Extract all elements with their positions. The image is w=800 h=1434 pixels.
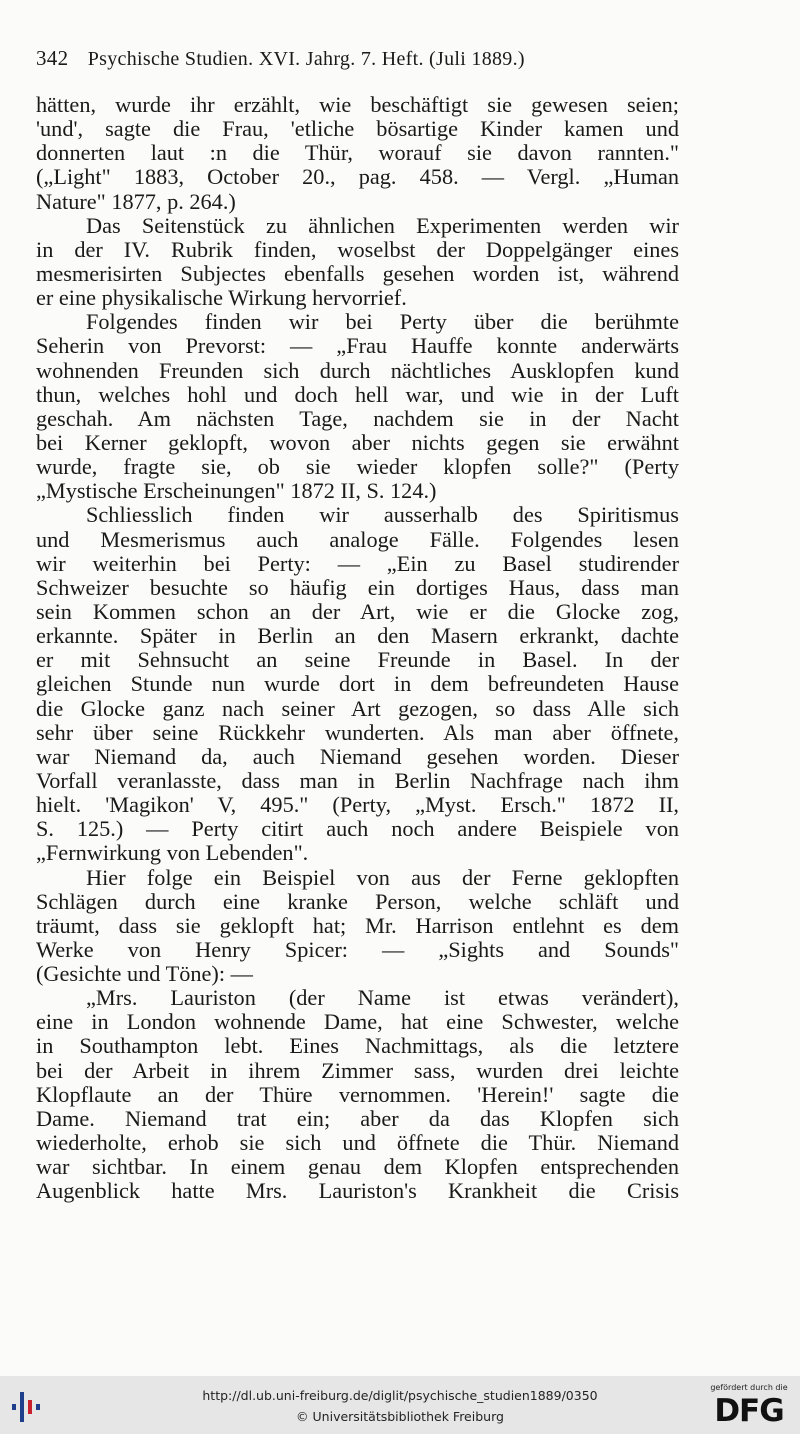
source-url[interactable]: http://dl.ub.uni-freiburg.de/diglit/psychische_studien1889/0350	[202, 1388, 598, 1403]
text-line: war Niemand da, auch Niemand gesehen worden. Dieser	[36, 743, 679, 769]
text-line: war sichtbar. In einem genau dem Klopfen entsprechenden	[36, 1154, 679, 1180]
copyright-notice: © Universitätsbibliothek Freiburg	[296, 1409, 504, 1424]
text-line: sein Kommen schon an der Art, wie er die Glocke zog,	[36, 598, 679, 624]
text-line: „Mystische Erscheinungen" 1872 II, S. 124.)	[36, 478, 437, 504]
text-line: mesmerisirten Subjectes ebenfalls gesehen worden ist, während	[36, 260, 679, 286]
text-line: thun, welches hohl und doch hell war, und wie in der Luft	[36, 381, 679, 407]
text-line: Schweizer besuchte so häufig ein dortiges Haus, dass man	[36, 574, 679, 600]
footer-bar	[0, 1376, 800, 1434]
funder-caption: gefördert durch die	[710, 1383, 788, 1392]
text-line: in der IV. Rubrik finden, woselbst der Doppelgänger eines	[36, 236, 679, 262]
text-line: gleichen Stunde nun wurde dort in dem befreundeten Hause	[36, 671, 679, 697]
text-line: bei Kerner geklopft, wovon aber nichts gegen sie erwähnt	[36, 429, 679, 455]
text-line: und Mesmerismus auch analoge Fälle. Folgendes lesen	[36, 526, 679, 552]
text-line: „Mrs. Lauriston (der Name ist etwas verändert),	[86, 985, 679, 1011]
text-line: er mit Sehnsucht an seine Freunde in Basel. In der	[36, 647, 679, 673]
text-line: Das Seitenstück zu ähnlichen Experimenten werden wir	[86, 212, 679, 238]
body-text	[36, 93, 679, 1203]
text-line: er eine physikalische Wirkung hervorrief.	[36, 285, 407, 311]
dfg-logo: DFG	[714, 1393, 784, 1429]
text-line: 'und', sagte die Frau, 'etliche bösartige Kinder kamen und	[36, 116, 679, 142]
text-line: Nature" 1877, p. 264.)	[36, 188, 236, 214]
text-line: bei der Arbeit in ihrem Zimmer sass, wurden drei leichte	[36, 1057, 679, 1083]
text-line: Seherin von Prevorst: — „Frau Hauffe konnte anderwärts	[36, 333, 679, 359]
text-line: Hier folge ein Beispiel von aus der Ferne geklopften	[86, 864, 679, 890]
text-line: S. 125.) — Perty citirt auch noch andere Beispiele von	[36, 816, 679, 842]
running-title: Psychische Studien. XVI. Jahrg. 7. Heft. (Juli 1889.)	[87, 48, 525, 70]
text-line: Vorfall veranlasste, dass man in Berlin Nachfrage nach ihm	[36, 767, 679, 793]
text-line: „Fernwirkung von Lebenden".	[36, 840, 309, 866]
text-line: sehr über seine Rückkehr wunderten. Als man aber öffnete,	[36, 719, 679, 745]
text-line: hätten, wurde ihr erzählt, wie beschäftigt sie gewesen seien;	[36, 92, 679, 117]
text-line: Klopflaute an der Thüre vernommen. 'Herein!' sagte die	[36, 1081, 679, 1107]
text-line: träumt, dass sie geklopft hat; Mr. Harrison entlehnt es dem	[36, 912, 679, 938]
text-line: wurde, fragte sie, ob sie wieder klopfen solle?" (Perty	[36, 454, 679, 480]
text-line: (Gesichte und Töne): —	[36, 961, 253, 987]
text-line: donnerten laut :n die Thür, worauf sie davon rannten."	[36, 140, 679, 166]
text-line: wir weiterhin bei Perty: — „Ein zu Basel studirender	[36, 550, 679, 576]
text-line: Schlägen durch eine kranke Person, welche schläft und	[36, 888, 679, 914]
text-line: wiederholte, erhob sie sich und öffnete die Thür. Niemand	[36, 1130, 679, 1156]
page-number: 342	[36, 46, 69, 70]
text-line: die Glocke ganz nach seiner Art gezogen, so dass Alle sich	[36, 695, 679, 721]
text-line: Augenblick hatte Mrs. Lauriston's Krankheit die Crisis	[36, 1178, 679, 1204]
text-line: Folgendes finden wir bei Perty über die berühmte	[86, 309, 679, 335]
text-line: („Light" 1883, October 20., pag. 458. — Vergl. „Human	[36, 164, 679, 190]
text-line: Dame. Niemand trat ein; aber da das Klopfen sich	[36, 1105, 679, 1131]
text-line: Werke von Henry Spicer: — „Sights and Sounds"	[36, 936, 679, 962]
text-line: erkannte. Später in Berlin an den Masern erkrankt, dachte	[36, 623, 679, 649]
text-line: eine in London wohnende Dame, hat eine Schwester, welche	[36, 1009, 679, 1035]
text-line: Schliesslich finden wir ausserhalb des Spiritismus	[86, 502, 679, 528]
text-line: geschah. Am nächsten Tage, nachdem sie in der Nacht	[36, 405, 679, 431]
text-line: hielt. 'Magikon' V, 495." (Perty, „Myst. Ersch." 1872 II,	[36, 792, 679, 818]
page-header	[36, 46, 766, 76]
text-line: in Southampton lebt. Eines Nachmittags, als die letztere	[36, 1033, 679, 1059]
text-line: wohnenden Freunden sich durch nächtliches Ausklopfen kund	[36, 357, 679, 383]
